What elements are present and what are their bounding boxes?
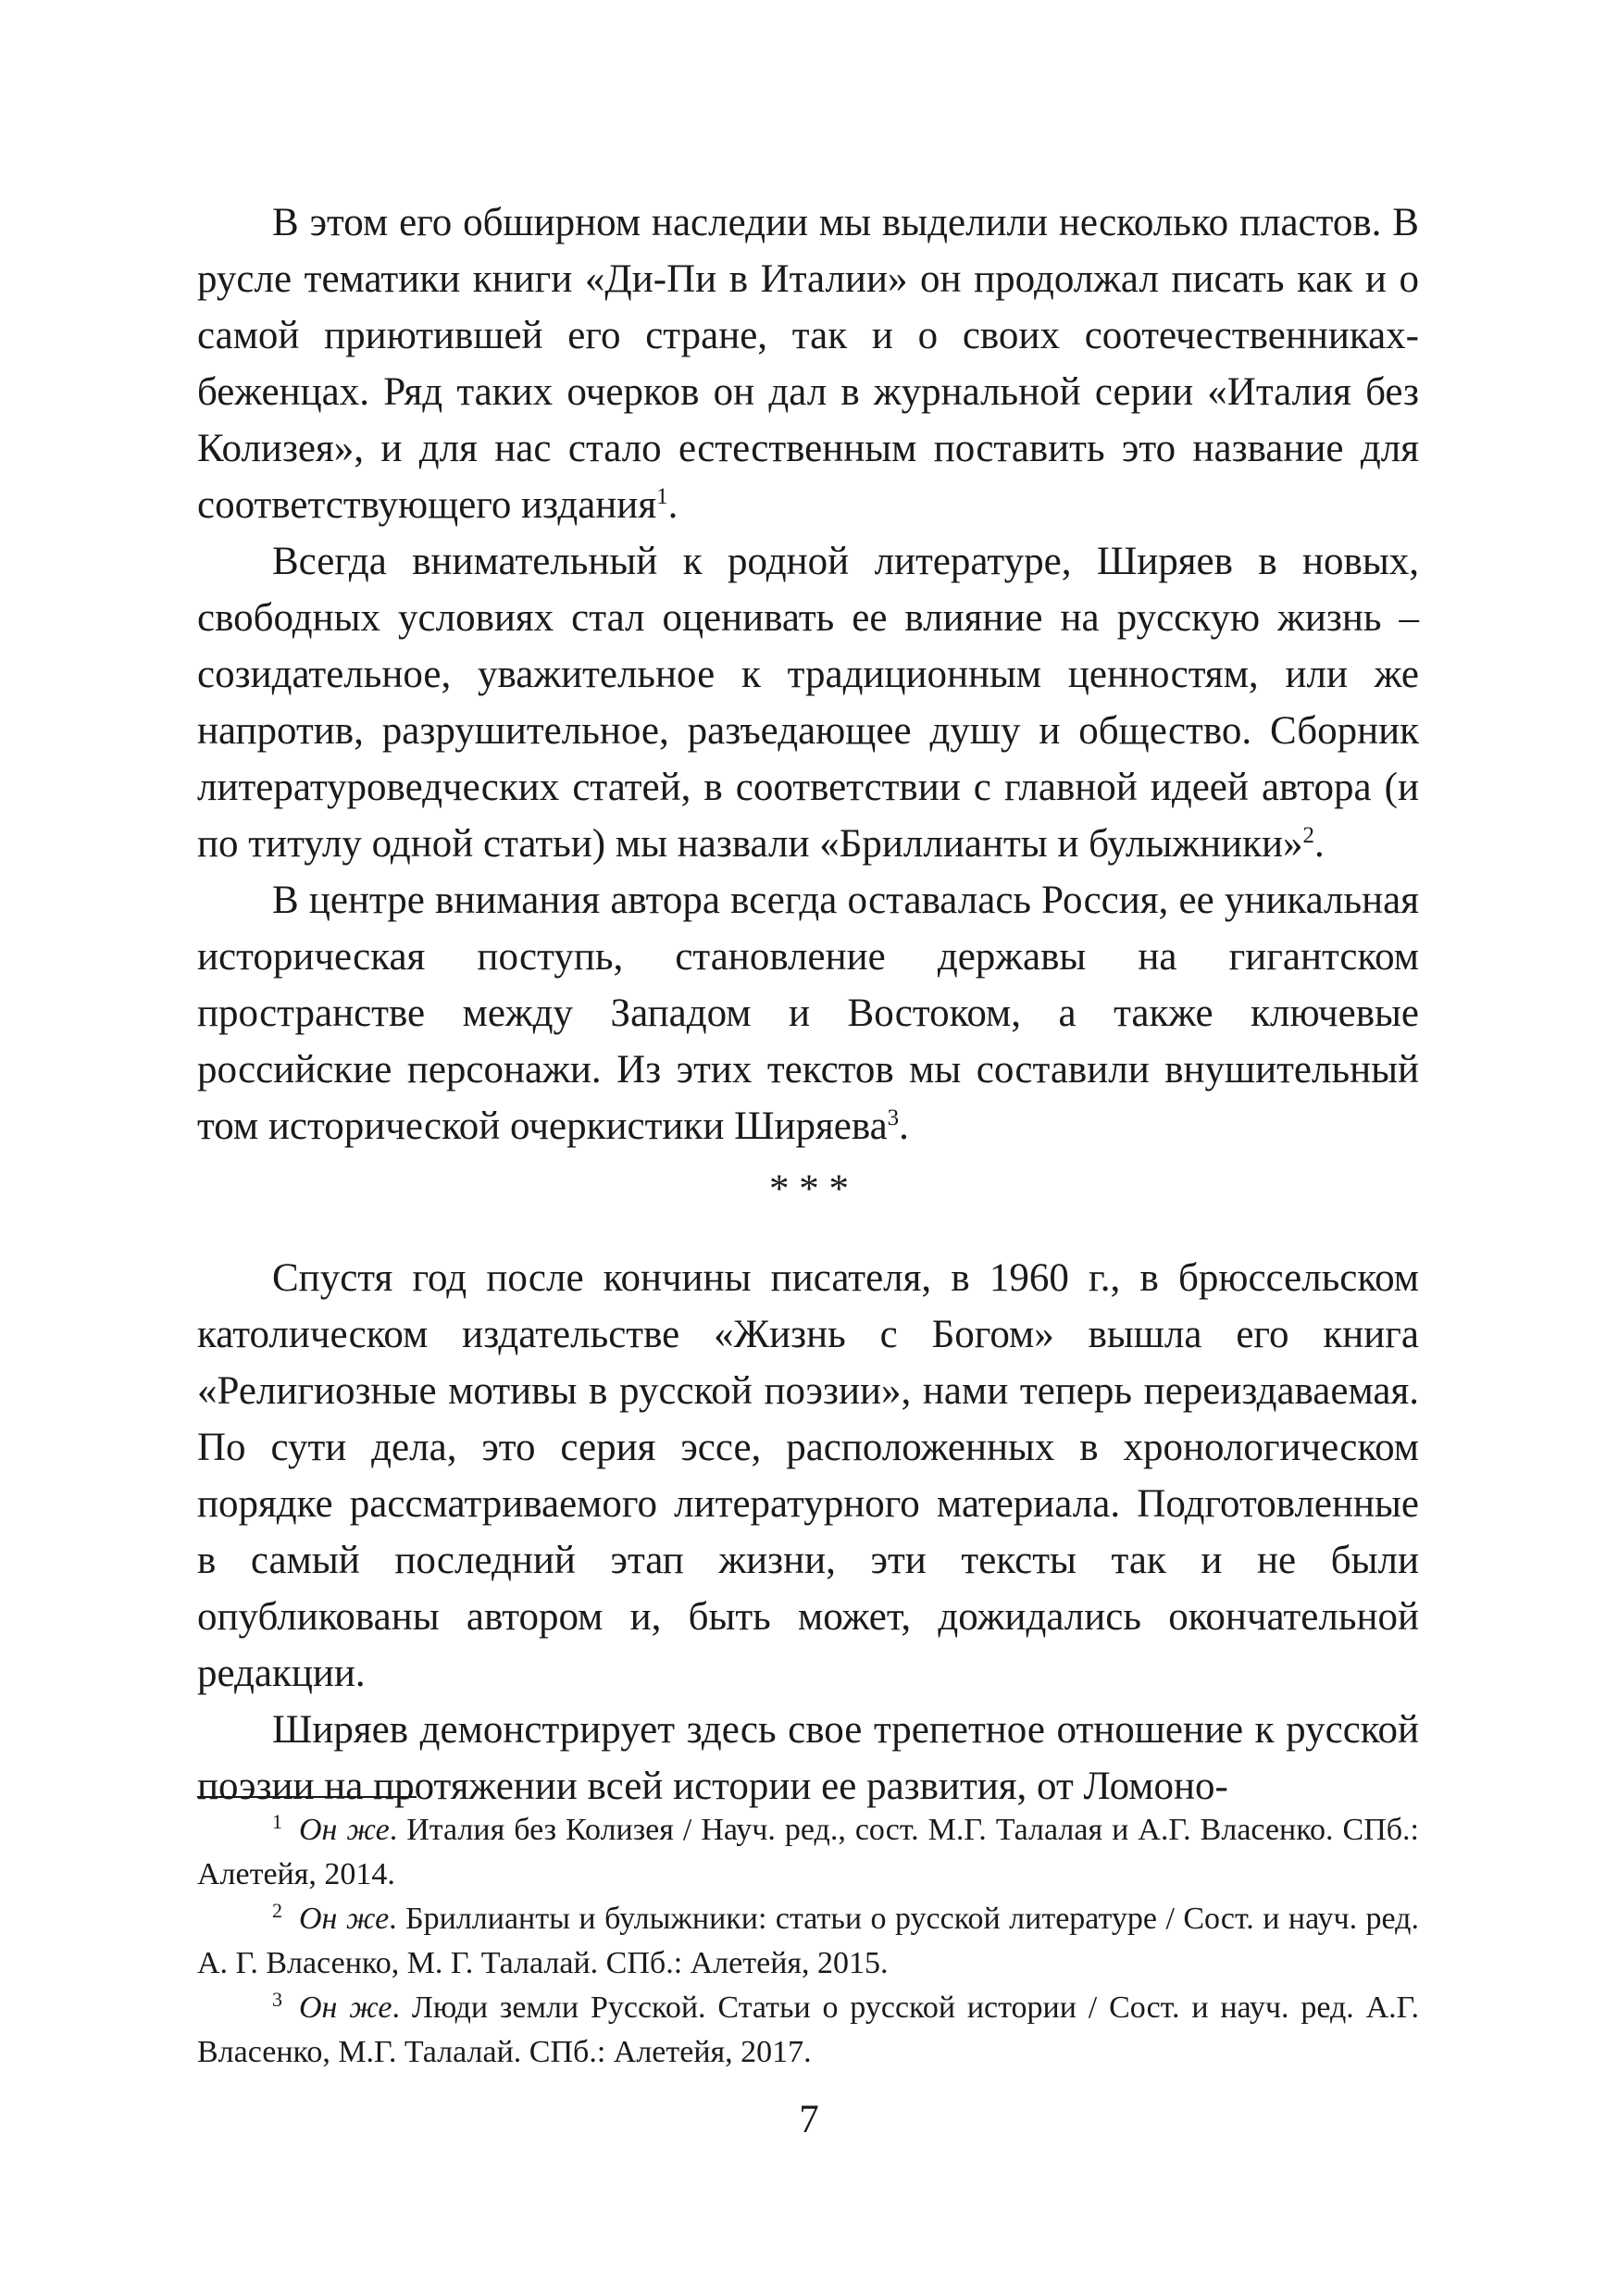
footnote-divider (197, 1796, 417, 1798)
paragraph-text: Всегда внимательный к родной литературе, Ширяев в новых, свободных условиях стал оценивать ее влияние на русскую жизнь – созидательное, уважительное к традиционным ценностям, или же напротив, разрушительное, разъедающее душу и общество. Сборник литературоведческих статей, в соответствии с главной идеей автора (и по титулу одной статьи) мы назвали «Бриллианты и булыжники» (197, 540, 1419, 866)
paragraph-end: . (899, 1104, 909, 1148)
paragraph-end: . (1314, 822, 1325, 866)
footnote-number: 2 (272, 1899, 282, 1922)
paragraph (197, 194, 1419, 533)
section-separator: * * * (769, 1167, 849, 1211)
footnote-reference[interactable]: 1 (656, 484, 668, 509)
footnote-text: . Люди земли Русской. Статьи о русской истории / Сост. и науч. ред. А.Г. Власенко, М.Г. Талалай. СПб.: Алетейя, 2017. (197, 1990, 1419, 2069)
footnote-number: 3 (272, 1988, 282, 2011)
paragraph (197, 872, 1419, 1154)
paragraph: Ширяев демонстрирует здесь свое трепетное отношение к русской поэзии на протяжении всей истории ее развития, от Ломоно- (197, 1708, 1419, 1808)
page-number: 7 (799, 2098, 819, 2141)
footnote-text: . Италия без Колизея / Науч. ред., сост. М.Г. Талалая и А.Г. Власенко. СПб.: Алетейя, 2014. (197, 1813, 1419, 1891)
main-text-lower (197, 1250, 1419, 1815)
footnote-author: Он же (299, 1902, 390, 1936)
footnote-reference[interactable]: 2 (1302, 823, 1314, 848)
footnote-author: Он же (299, 1990, 392, 2025)
paragraph (197, 533, 1419, 872)
footnote-reference[interactable]: 3 (887, 1105, 900, 1130)
footnote-text: . Бриллианты и булыжники: статьи о русской литературе / Сост. и науч. ред. А. Г. Власенко, М. Г. Талалай. СПб.: Алетейя, 2015. (197, 1902, 1419, 1980)
footnote (197, 1808, 1419, 1897)
footnote-author: Он же (299, 1813, 390, 1847)
footnote (197, 1897, 1419, 1986)
main-text-upper (197, 194, 1419, 1154)
footnote-number: 1 (272, 1810, 282, 1833)
paragraph-end: . (667, 483, 678, 527)
footnotes (197, 1808, 1419, 2075)
paragraph-text: В этом его обширном наследии мы выделили несколько пластов. В русле тематики книги «Ди-Пи в Италии» он продолжал писать как и о самой приютившей его стране, так и о своих соотечественниках-беженцах. Ряд таких очерков он дал в журнальной серии «Италия без Колизея», и для нас стало естественным поставить это название для соответствующего издания (197, 201, 1419, 527)
paragraph: Спустя год после кончины писателя, в 1960 г., в брюссельском католическом издательстве «Жизнь с Богом» вышла его книга «Религиозные мотивы в русской поэзии», нами теперь переиздаваемая. По сути дела, это серия эссе, расположенных в хронологическом порядке рассматриваемого литературного материала. Подготовленные в самый последний этап жизни, эти тексты так и не были опубликованы автором и, быть может, дожидались окончательной редакции. (197, 1256, 1419, 1695)
footnote (197, 1986, 1419, 2075)
paragraph-text: В центре внимания автора всегда оставалась Россия, ее уникальная историческая поступь, становление державы на гигантском пространстве между Западом и Востоком, а также ключевые российские персонажи. Из этих текстов мы составили внушительный том исторической очеркистики Ширяева (197, 879, 1419, 1148)
